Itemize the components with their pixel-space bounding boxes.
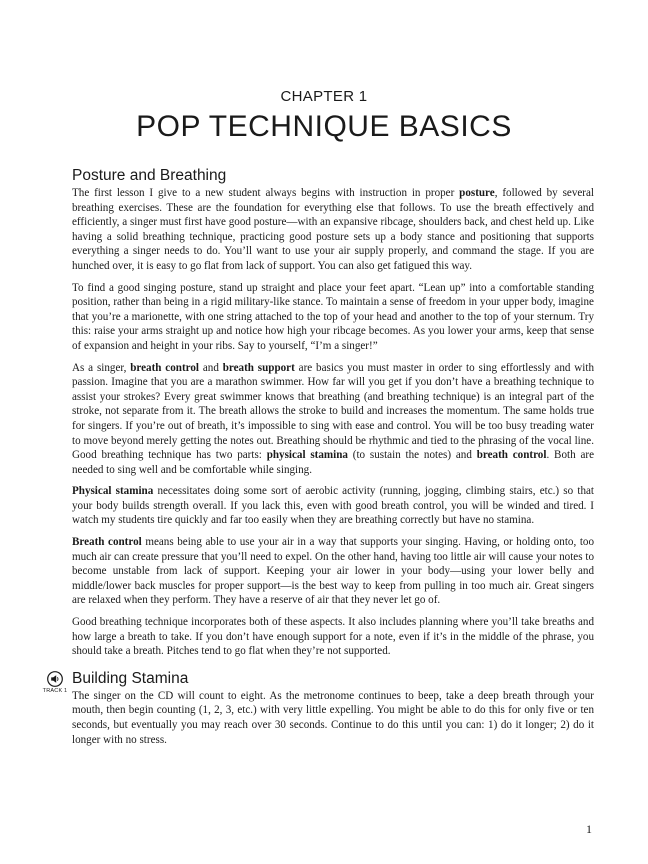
paragraph bbox=[72, 186, 594, 274]
text-run: necessitates doing some sort of aerobic activity (running, jogging, climbing stairs, etc.) so that your body builds strength overall. If you lack this, even with good breath control, you will be winded and tired. I watch my students tire quickly and far too easily when they are breathing correctly but have no stamina. bbox=[72, 485, 594, 527]
track-label: TRACK 1 bbox=[42, 687, 68, 694]
text-run: are basics you must master in order to sing effortlessly and with passion. Imagine that you are a marathon swimmer. How far will you get if you don’t have a breathing technique to assist your strokes? Every great swimmer knows that breathing (and breathing technique) is an integral part of the stroke, not separate from it. The breath allows the stroke to build and increases the momentum. The same holds true for singers. If you’re out of breath, it’s impossible to sing with ease and control. You will be too busy treading water to move beyond merely getting the notes out. Breathing should be rhythmic and tied to the phrasing of the vocal line. Good breathing technique has two parts: bbox=[72, 361, 594, 462]
bold-term: Breath control bbox=[72, 536, 142, 549]
paragraph bbox=[72, 281, 594, 354]
chapter-label: CHAPTER 1 bbox=[280, 88, 368, 105]
paragraph bbox=[72, 615, 594, 659]
paragraph bbox=[72, 484, 594, 528]
text-run: Good breathing technique incorporates both of these aspects. It also includes planning where you’ll take breaths and how large a breath to take. If you don’t have enough support for a note, even if it’s in the middle of the phrase, you should take a breath. Pitches tend to go flat when they’re not supported. bbox=[72, 616, 594, 658]
bold-term: physical stamina bbox=[266, 449, 348, 462]
text-run: means being able to use your air in a way that supports your singing. Having, or holding onto, too much air can create pressure that you’ll need to expel. On the other hand, having too little air will cause your notes to become unstable from lack of support. Keeping your air lower in your body—using your lower belly and middle/lower back muscles for proper support—is the best way to keep from pulling in too much air. Great singers are relaxed when they perform. They have a reserve of air that they never let go of. bbox=[72, 536, 595, 607]
bold-term: breath support bbox=[222, 361, 295, 374]
paragraph bbox=[72, 361, 594, 478]
speaker-icon bbox=[47, 671, 63, 687]
text-run: The first lesson I give to a new student always begins with instruction in proper bbox=[72, 187, 460, 199]
bold-term: breath control bbox=[476, 449, 547, 462]
text-run: To find a good singing posture, stand up straight and place your feet apart. “Lean up” into a comfortable standing position, rather than being in a rigid military-like stance. To maintain a sense of freedom in your upper body, imagine that you’re a marionette, with one string attached to the top of your head and another to the top of your sternum. Try this: raise your arms straight up and notice how high your ribcage becomes. As you lower your arms, keep that sense of expansion and height in your ribs. Say to yourself, “I’m a singer!” bbox=[72, 281, 594, 352]
bold-term: posture bbox=[459, 187, 495, 199]
page-number: 1 bbox=[586, 822, 592, 836]
paragraph bbox=[72, 689, 594, 747]
bold-term: Physical stamina bbox=[72, 485, 154, 498]
text-run: and bbox=[199, 361, 223, 374]
track-marker[interactable] bbox=[40, 669, 70, 694]
paragraph bbox=[72, 535, 594, 608]
section-heading: Posture and Breathing bbox=[72, 167, 227, 184]
bold-term: breath control bbox=[130, 361, 199, 374]
section-building-stamina bbox=[42, 669, 594, 747]
text-run: (to sustain the notes) and bbox=[347, 449, 477, 462]
text-run: As a singer, bbox=[72, 361, 131, 374]
text-run: The singer on the CD will count to eight. As the metronome continues to beep, take a deep breath through your mouth, then begin counting (1, 2, 3, etc.) with very little expelling. You might be able to do this for only five or ten seconds, but eventually you may reach over 30 seconds. Continue to do this until you can: 1) do it longer; 2) do it longer with no stress. bbox=[72, 689, 594, 746]
section-heading: Building Stamina bbox=[72, 669, 189, 687]
section-posture-breathing bbox=[72, 166, 594, 659]
page-content bbox=[42, 166, 595, 754]
text-run: . Both are needed to sing well and be comfortable while singing. bbox=[72, 449, 594, 476]
chapter-title: POP TECHNIQUE BASICS bbox=[136, 110, 512, 143]
text-run: , followed by several breathing exercises. These are the foundation for everything else that follows. To use the breath effectively and efficiently, a singer must first have good posture—with an expansive ribcage, shoulders back, and chest held up. Like having a solid breathing technique, practicing good posture sets up a body stance and positioning that supports everything a singer needs to do. You’ll want to use your air supply properly, and command the stage. If you are hunched over, it is easy to go flat from lack of support. You can also get fatigued this way. bbox=[72, 187, 594, 272]
